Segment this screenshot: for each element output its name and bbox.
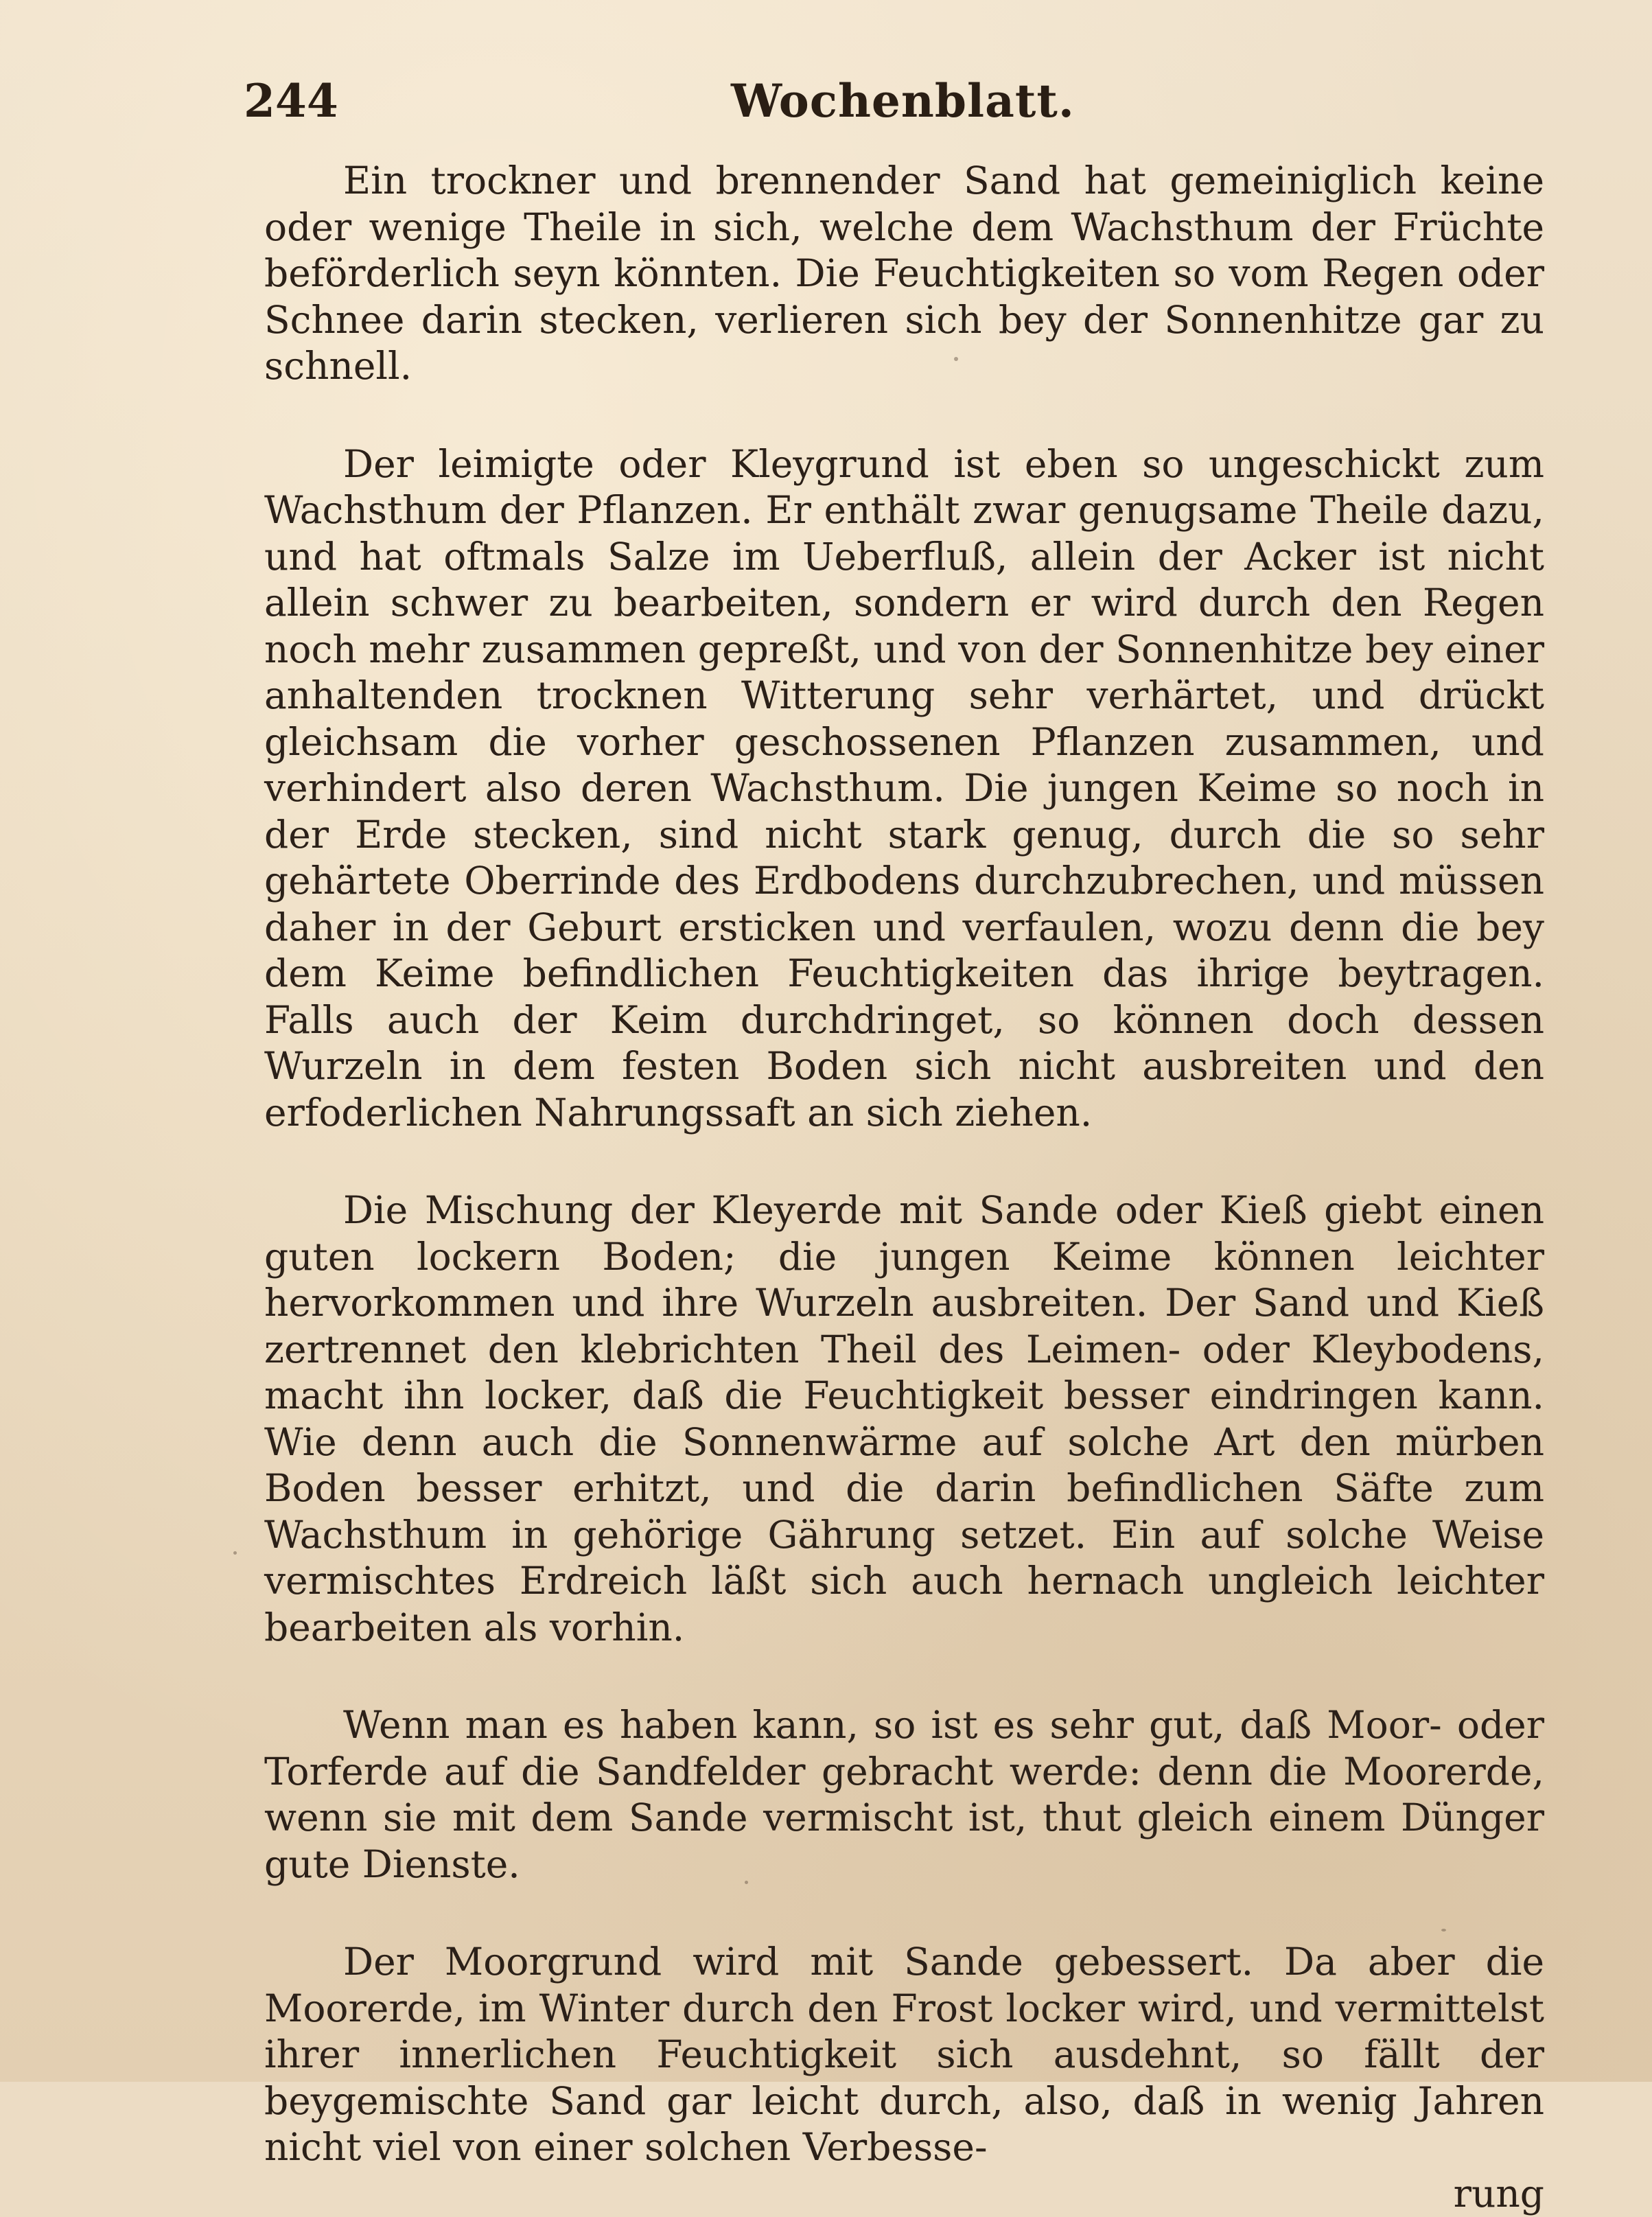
paragraph-2: Der leimigte oder Kleygrund ist eben so ungeschickt zum Wachsthum der Pflanzen. Er enthält zwar genugsame Theile dazu, und hat oftmals Salze im Ueberfluß, allein der Acker ist nicht allein schwer zu bearbeiten, sondern er wird durch den Regen noch mehr zusammen gepreßt, und von der Sonnenhitze bey einer anhaltenden trocknen Witterung sehr verhärtet, und drückt gleichsam die vorher geschossenen Pflanzen zusammen, und verhindert also deren Wachsthum. Die jungen Keime so noch in der Erde stecken, sind nicht stark genug, durch die so sehr gehärtete Oberrinde des Erdbodens durchzubrechen, und müssen daher in der Geburt ersticken und verfaulen, wozu denn die bey dem Keime befindlichen Feuchtigkeiten das ihrige beytragen. Falls auch der Keim durchdringet, so können doch dessen Wurzeln in dem festen Boden sich nicht ausbreiten und den erfoderlichen Nahrungssaft an sich ziehen. xyxy=(264,441,1544,1137)
paragraph-1: Ein trockner und brennender Sand hat gemeiniglich keine oder wenige Theile in sich, welche dem Wachsthum der Früchte beförderlich seyn könnten. Die Feuchtigkeiten so vom Regen oder Schnee darin stecken, verlieren sich bey der Sonnenhitze gar zu schnell. xyxy=(264,158,1544,390)
paper-speck xyxy=(1441,1929,1446,1931)
page-number: 244 xyxy=(244,74,338,128)
catchword: rung xyxy=(264,2171,1544,2217)
paragraph-4: Wenn man es haben kann, so ist es sehr gut, daß Moor- oder Torferde auf die Sandfelder gebracht werde: denn die Moorerde, wenn sie mit dem Sande vermischt ist, thut gleich einem Dünger gute Dienste. xyxy=(264,1702,1544,1888)
page-header xyxy=(244,74,1544,136)
body-text xyxy=(264,158,1544,2217)
paragraph-3: Die Mischung der Kleyerde mit Sande oder Kieß giebt einen guten lockern Boden; die jungen Keime können leichter hervorkommen und ihre Wurzeln ausbreiten. Der Sand und Kieß zertrennet den klebrichten Theil des Leimen- oder Kleybodens, macht ihn locker, daß die Feuchtigkeit besser eindringen kann. Wie denn auch die Sonnenwärme auf solche Art den mürben Boden besser erhitzt, und die darin befindlichen Säfte zum Wachsthum in gehörige Gährung setzet. Ein auf solche Weise vermischtes Erdreich läßt sich auch hernach ungleich leichter bearbeiten als vorhin. xyxy=(264,1187,1544,1651)
paper-speck xyxy=(233,1551,237,1555)
paper-speck xyxy=(954,357,958,361)
paper-speck xyxy=(745,1881,748,1884)
paragraph-5: Der Moorgrund wird mit Sande gebessert. Da aber die Moorerde, im Winter durch den Frost locker wird, und vermittelst ihrer innerlichen Feuchtigkeit sich ausdehnt, so fällt der beygemischte Sand gar leicht durch, also, daß in wenig Jahren nicht viel von einer solchen Verbesse- xyxy=(264,1939,1544,2171)
running-title: Wochenblatt. xyxy=(731,74,1075,128)
